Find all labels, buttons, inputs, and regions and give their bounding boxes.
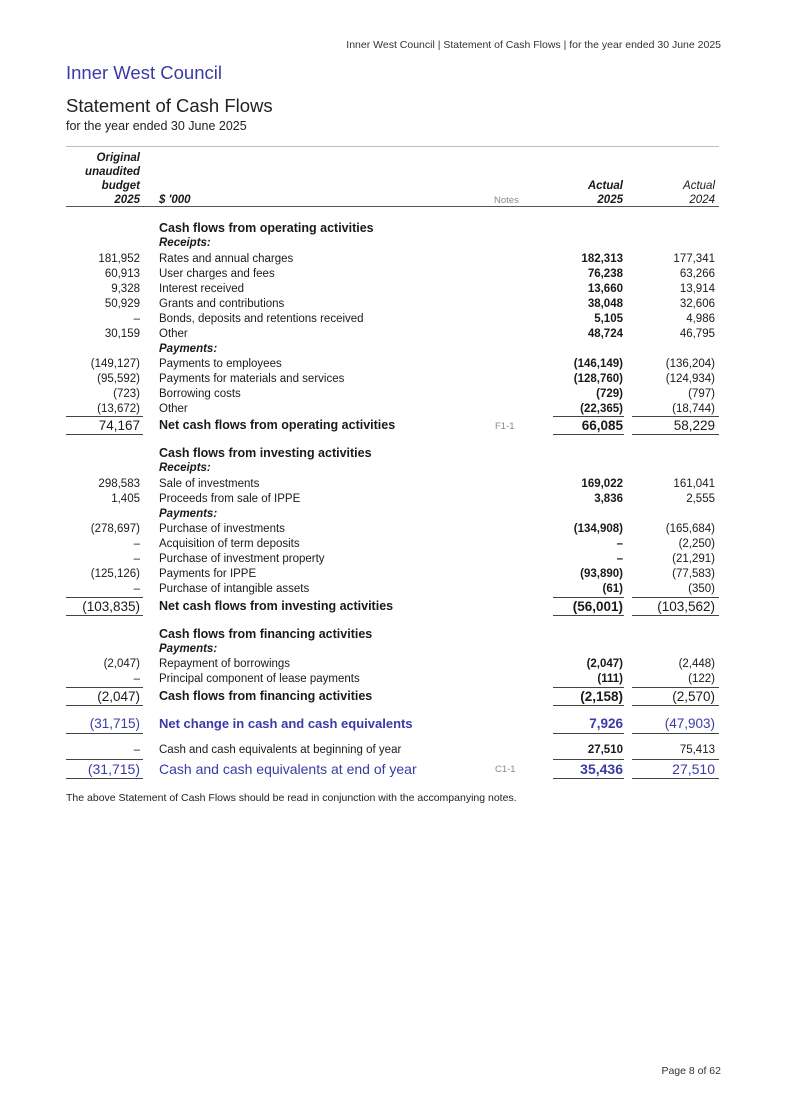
actual-2025-value: (22,365) — [580, 403, 623, 415]
budget-value: 74,167 — [98, 418, 140, 433]
subtotal-rule — [66, 597, 143, 598]
budget-value: (95,592) — [97, 373, 140, 385]
actual-2025-value: (134,908) — [573, 523, 623, 535]
actual-2024-value: (797) — [688, 388, 715, 400]
actual-2025-year: 2025 — [597, 194, 623, 206]
row-label: Bonds, deposits and retentions received — [159, 313, 364, 325]
budget-header-year: 2025 — [114, 194, 140, 206]
budget-value: 30,159 — [104, 328, 140, 340]
row-label: Repayment of borrowings — [159, 658, 291, 670]
financing-heading: Cash flows from financing activities — [159, 627, 373, 641]
investing-heading-row — [0, 446, 785, 461]
budget-value: 1,405 — [111, 493, 140, 505]
closing-cash-row — [0, 761, 785, 776]
actual-2024-value: 177,341 — [673, 253, 715, 265]
actual-2024-value: 63,266 — [679, 268, 715, 280]
actual-2024-value: 75,413 — [679, 744, 715, 756]
operating-heading-row — [0, 221, 785, 236]
footnote: The above Statement of Cash Flows should be read in conjunction with the accompanying notes. — [66, 792, 517, 804]
actual-2025-value: 48,724 — [587, 328, 623, 340]
running-header: Inner West Council | Statement of Cash Flows | for the year ended 30 June 2025 — [346, 39, 721, 51]
council-name: Inner West Council — [66, 62, 222, 83]
top-rule — [66, 146, 719, 147]
total-rule — [553, 778, 624, 779]
row-label: Grants and contributions — [159, 298, 285, 310]
row-label: Other — [159, 403, 188, 415]
budget-value: 50,929 — [104, 298, 140, 310]
total-rule — [66, 434, 143, 435]
actual-2025-value: 66,085 — [581, 418, 623, 433]
financing-payments-label: Payments: — [159, 643, 218, 655]
actual-2024-value: (136,204) — [665, 358, 715, 370]
subtotal-rule — [553, 687, 624, 688]
total-rule — [632, 733, 719, 734]
actual-2025-value: 3,836 — [594, 493, 623, 505]
total-rule — [66, 733, 143, 734]
page-subtitle: for the year ended 30 June 2025 — [66, 119, 247, 133]
budget-value: (103,835) — [82, 599, 140, 614]
budget-value: (278,697) — [90, 523, 140, 535]
actual-2025-value: 182,313 — [581, 253, 623, 265]
subtotal-rule — [66, 687, 143, 688]
total-rule — [632, 434, 719, 435]
subtotal-rule — [632, 687, 719, 688]
subtotal-rule — [553, 759, 624, 760]
table-row — [0, 523, 785, 538]
budget-value: 9,328 — [111, 283, 140, 295]
total-rule — [553, 434, 624, 435]
actual-2025-value: (2,047) — [586, 658, 623, 670]
col-actual-2024-header — [683, 179, 715, 207]
page-number: Page 8 of 62 — [661, 1065, 721, 1077]
operating-heading: Cash flows from operating activities — [159, 221, 374, 235]
actual-2024-value: 2,555 — [686, 493, 715, 505]
col-notes-header: Notes — [494, 195, 519, 206]
budget-value: – — [133, 313, 140, 325]
col-budget-header — [85, 151, 140, 207]
note-ref[interactable]: C1-1 — [495, 764, 516, 775]
investing-receipts-label: Receipts: — [159, 462, 211, 474]
subtotal-rule — [66, 416, 143, 417]
budget-value: (723) — [113, 388, 140, 400]
investing-heading: Cash flows from investing activities — [159, 446, 372, 460]
row-label: Payments to employees — [159, 358, 282, 370]
total-row — [0, 418, 785, 433]
row-label: Borrowing costs — [159, 388, 241, 400]
budget-value: – — [133, 673, 140, 685]
row-label: Cash flows from financing activities — [159, 689, 373, 703]
table-row — [0, 373, 785, 388]
actual-2024-value: (124,934) — [665, 373, 715, 385]
total-rule — [632, 778, 719, 779]
investing-receipts-row — [0, 462, 785, 477]
table-row — [0, 253, 785, 268]
actual-2025-value: 5,105 — [594, 313, 623, 325]
table-row — [0, 268, 785, 283]
actual-2024-value: (122) — [688, 673, 715, 685]
budget-value: (125,126) — [90, 568, 140, 580]
actual-2024-value: 4,986 — [686, 313, 715, 325]
total-rule — [553, 705, 624, 706]
row-label: Net change in cash and cash equivalents — [159, 716, 413, 731]
note-ref[interactable]: F1-1 — [495, 421, 515, 432]
budget-value: (149,127) — [90, 358, 140, 370]
table-row — [0, 658, 785, 673]
actual-2024-value: 32,606 — [679, 298, 715, 310]
actual-2024-value: 58,229 — [673, 418, 715, 433]
row-label: Cash and cash equivalents at end of year — [159, 761, 417, 777]
actual-2025-value: – — [616, 538, 623, 550]
actual-2025-value: 35,436 — [580, 761, 623, 777]
row-label: Acquisition of term deposits — [159, 538, 300, 550]
actual-2025-value: (2,158) — [580, 689, 623, 704]
table-row — [0, 358, 785, 373]
actual-2025-value: 27,510 — [587, 744, 623, 756]
row-label: Purchase of intangible assets — [159, 583, 310, 595]
actual-2025-value: (111) — [597, 673, 623, 685]
table-row — [0, 583, 785, 598]
total-rule — [632, 705, 719, 706]
table-row — [0, 538, 785, 553]
actual-2025-value: (146,149) — [573, 358, 623, 370]
budget-value: (2,047) — [97, 689, 140, 704]
budget-header-line2: unaudited — [85, 166, 140, 178]
financing-heading-row — [0, 627, 785, 642]
total-rule — [632, 615, 719, 616]
actual-2025-value: – — [616, 553, 623, 565]
row-label: Proceeds from sale of IPPE — [159, 493, 301, 505]
net-change-row — [0, 716, 785, 731]
row-label: Payments for IPPE — [159, 568, 257, 580]
budget-value: 298,583 — [98, 478, 140, 490]
operating-receipts-label: Receipts: — [159, 237, 211, 249]
actual-2024-year: 2024 — [689, 194, 715, 206]
actual-2025-value: (729) — [596, 388, 623, 400]
total-row — [0, 689, 785, 704]
total-row — [0, 599, 785, 614]
table-row — [0, 568, 785, 583]
actual-2025-value: 76,238 — [587, 268, 623, 280]
subtotal-rule — [632, 759, 719, 760]
actual-2024-value: (103,562) — [657, 599, 715, 614]
table-row — [0, 313, 785, 328]
budget-value: 60,913 — [104, 268, 140, 280]
actual-2025-value: (128,760) — [573, 373, 623, 385]
budget-value: – — [133, 553, 140, 565]
financing-payments-row — [0, 643, 785, 658]
row-label: Other — [159, 328, 188, 340]
operating-payments-row — [0, 343, 785, 358]
budget-value: (31,715) — [89, 716, 140, 731]
budget-value: – — [133, 744, 140, 756]
actual-2025-value: (93,890) — [580, 568, 623, 580]
table-row — [0, 673, 785, 688]
row-label: Rates and annual charges — [159, 253, 294, 265]
actual-2024-value: 13,914 — [679, 283, 715, 295]
col-actual-2025-header — [588, 179, 623, 207]
row-label: User charges and fees — [159, 268, 275, 280]
actual-2024-value: 46,795 — [679, 328, 715, 340]
table-row — [0, 553, 785, 568]
row-label: Payments for materials and services — [159, 373, 345, 385]
actual-2025-value: 169,022 — [581, 478, 623, 490]
actual-2024-value: (2,570) — [672, 689, 715, 704]
row-label: Purchase of investments — [159, 523, 285, 535]
row-label: Principal component of lease payments — [159, 673, 360, 685]
actual-2024-value: (2,250) — [678, 538, 715, 550]
actual-2025-value: (56,001) — [572, 599, 623, 614]
col-unit-header: $ '000 — [159, 194, 191, 206]
actual-2024-label: Actual — [683, 180, 715, 192]
header-rule — [66, 206, 719, 207]
actual-2025-value: 13,660 — [587, 283, 623, 295]
table-row — [0, 478, 785, 493]
operating-payments-label: Payments: — [159, 343, 218, 355]
budget-value: – — [133, 538, 140, 550]
budget-header-line3: budget — [101, 180, 140, 192]
actual-2025-value: 38,048 — [587, 298, 623, 310]
actual-2024-value: (18,744) — [672, 403, 715, 415]
opening-cash-row — [0, 744, 785, 759]
subtotal-rule — [632, 416, 719, 417]
operating-receipts-row — [0, 237, 785, 252]
actual-2024-value: (2,448) — [678, 658, 715, 670]
subtotal-rule — [66, 759, 143, 760]
row-label: Net cash flows from operating activities — [159, 418, 396, 432]
budget-value: (31,715) — [87, 761, 140, 777]
actual-2025-label: Actual — [587, 180, 623, 192]
row-label: Purchase of investment property — [159, 553, 325, 565]
subtotal-rule — [632, 597, 719, 598]
total-rule — [553, 733, 624, 734]
actual-2024-value: (77,583) — [672, 568, 715, 580]
actual-2025-value: (61) — [602, 583, 623, 595]
total-rule — [66, 615, 143, 616]
subtotal-rule — [553, 416, 624, 417]
table-row — [0, 283, 785, 298]
row-label: Cash and cash equivalents at beginning of year — [159, 744, 402, 756]
actual-2024-value: (47,903) — [664, 716, 715, 731]
subtotal-rule — [553, 597, 624, 598]
actual-2024-value: (350) — [688, 583, 715, 595]
actual-2025-value: 7,926 — [589, 716, 623, 731]
table-row — [0, 388, 785, 403]
table-row — [0, 298, 785, 313]
budget-header-line1: Original — [96, 152, 140, 164]
row-label: Sale of investments — [159, 478, 260, 490]
total-rule — [66, 778, 143, 779]
row-label: Interest received — [159, 283, 245, 295]
row-label: Net cash flows from investing activities — [159, 599, 394, 613]
budget-value: (2,047) — [103, 658, 140, 670]
actual-2024-value: (21,291) — [672, 553, 715, 565]
investing-payments-label: Payments: — [159, 508, 218, 520]
total-rule — [66, 705, 143, 706]
actual-2024-value: 161,041 — [673, 478, 715, 490]
actual-2024-value: (165,684) — [665, 523, 715, 535]
budget-value: – — [133, 583, 140, 595]
actual-2024-value: 27,510 — [672, 761, 715, 777]
investing-payments-row — [0, 508, 785, 523]
budget-value: (13,672) — [97, 403, 140, 415]
total-rule — [553, 615, 624, 616]
budget-value: 181,952 — [98, 253, 140, 265]
table-row — [0, 328, 785, 343]
page-title: Statement of Cash Flows — [66, 95, 273, 116]
table-row — [0, 493, 785, 508]
